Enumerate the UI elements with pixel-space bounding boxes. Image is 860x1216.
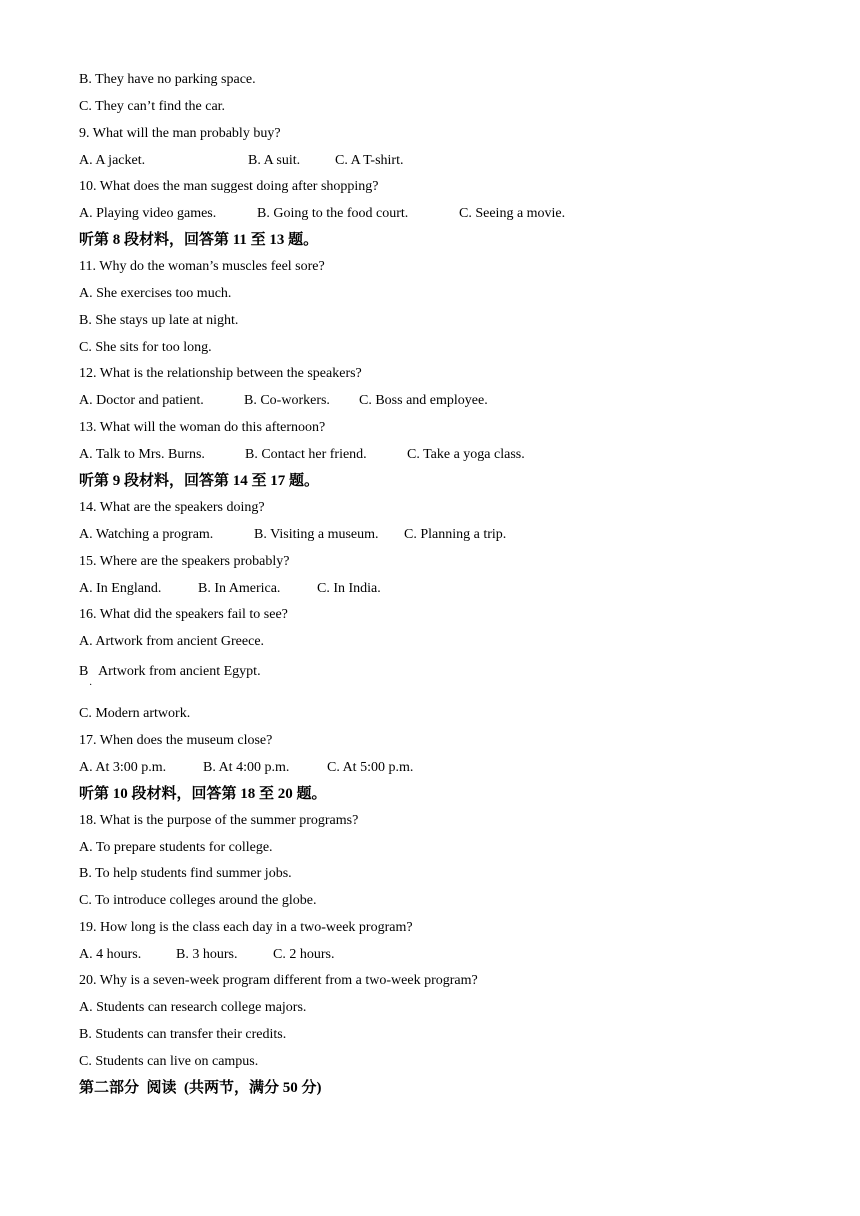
q14-option-a: A. Watching a program.	[79, 527, 214, 542]
question-20: 20. Why is a seven-week program different from a two-week program?	[79, 973, 478, 988]
q18-option-b: B. To help students find summer jobs.	[79, 866, 292, 881]
q18-option-c: C. To introduce colleges around the globe.	[79, 893, 317, 908]
q15-option-c: C. In India.	[317, 581, 381, 596]
question-12: 12. What is the relationship between the speakers?	[79, 366, 362, 381]
section-heading-10: 听第 10 段材料，回答第 18 至 20 题。	[79, 786, 327, 802]
q13-option-b: B. Contact her friend.	[245, 447, 367, 462]
question-16: 16. What did the speakers fail to see?	[79, 607, 288, 622]
q10-option-a: A. Playing video games.	[79, 206, 217, 221]
q13-option-a: A. Talk to Mrs. Burns.	[79, 447, 205, 462]
q9-option-a: A. A jacket.	[79, 153, 146, 168]
q16-option-b: B Artwork from ancient Egypt.	[79, 664, 261, 679]
part-two-heading: 第二部分 阅读 (共两节，满分 50 分)	[79, 1080, 322, 1096]
q20-option-c: C. Students can live on campus.	[79, 1054, 259, 1069]
q15-option-a: A. In England.	[79, 581, 162, 596]
q17-option-a: A. At 3:00 p.m.	[79, 760, 167, 775]
q20-option-b: B. Students can transfer their credits.	[79, 1027, 287, 1042]
question-13: 13. What will the woman do this afternoon?	[79, 420, 326, 435]
q14-option-c: C. Planning a trip.	[404, 527, 507, 542]
question-9: 9. What will the man probably buy?	[79, 126, 281, 141]
q18-option-a: A. To prepare students for college.	[79, 840, 273, 855]
q8-option-b: B. They have no parking space.	[79, 72, 256, 87]
question-11: 11. Why do the woman’s muscles feel sore?	[79, 259, 325, 274]
question-18: 18. What is the purpose of the summer programs?	[79, 813, 359, 828]
q8-option-c: C. They can’t find the car.	[79, 99, 226, 114]
question-14: 14. What are the speakers doing?	[79, 500, 265, 515]
question-15: 15. Where are the speakers probably?	[79, 554, 290, 569]
q9-option-b: B. A suit.	[248, 153, 301, 168]
question-10: 10. What does the man suggest doing after shopping?	[79, 179, 379, 194]
q17-option-c: C. At 5:00 p.m.	[327, 760, 414, 775]
question-19: 19. How long is the class each day in a two-week program?	[79, 920, 413, 935]
question-17: 17. When does the museum close?	[79, 733, 273, 748]
q10-option-b: B. Going to the food court.	[257, 206, 409, 221]
q10-option-c: C. Seeing a movie.	[459, 206, 566, 221]
q12-option-c: C. Boss and employee.	[359, 393, 488, 408]
q19-option-c: C. 2 hours.	[273, 947, 335, 962]
section-heading-9: 听第 9 段材料，回答第 14 至 17 题。	[79, 473, 320, 489]
q14-option-b: B. Visiting a museum.	[254, 527, 379, 542]
q12-option-b: B. Co-workers.	[244, 393, 330, 408]
q15-option-b: B. In America.	[198, 581, 281, 596]
q11-option-b: B. She stays up late at night.	[79, 313, 239, 328]
q12-option-a: A. Doctor and patient.	[79, 393, 204, 408]
section-heading-8: 听第 8 段材料，回答第 11 至 13 题。	[79, 232, 319, 248]
q19-option-b: B. 3 hours.	[176, 947, 238, 962]
q19-option-a: A. 4 hours.	[79, 947, 142, 962]
q9-option-c: C. A T-shirt.	[335, 153, 404, 168]
q13-option-c: C. Take a yoga class.	[407, 447, 525, 462]
q20-option-a: A. Students can research college majors.	[79, 1000, 307, 1015]
q11-option-a: A. She exercises too much.	[79, 286, 232, 301]
q11-option-c: C. She sits for too long.	[79, 340, 212, 355]
stray-dot-mark: ·	[89, 680, 93, 691]
q17-option-b: B. At 4:00 p.m.	[203, 760, 290, 775]
q16-option-a: A. Artwork from ancient Greece.	[79, 634, 265, 649]
q16-option-c: C. Modern artwork.	[79, 706, 191, 721]
